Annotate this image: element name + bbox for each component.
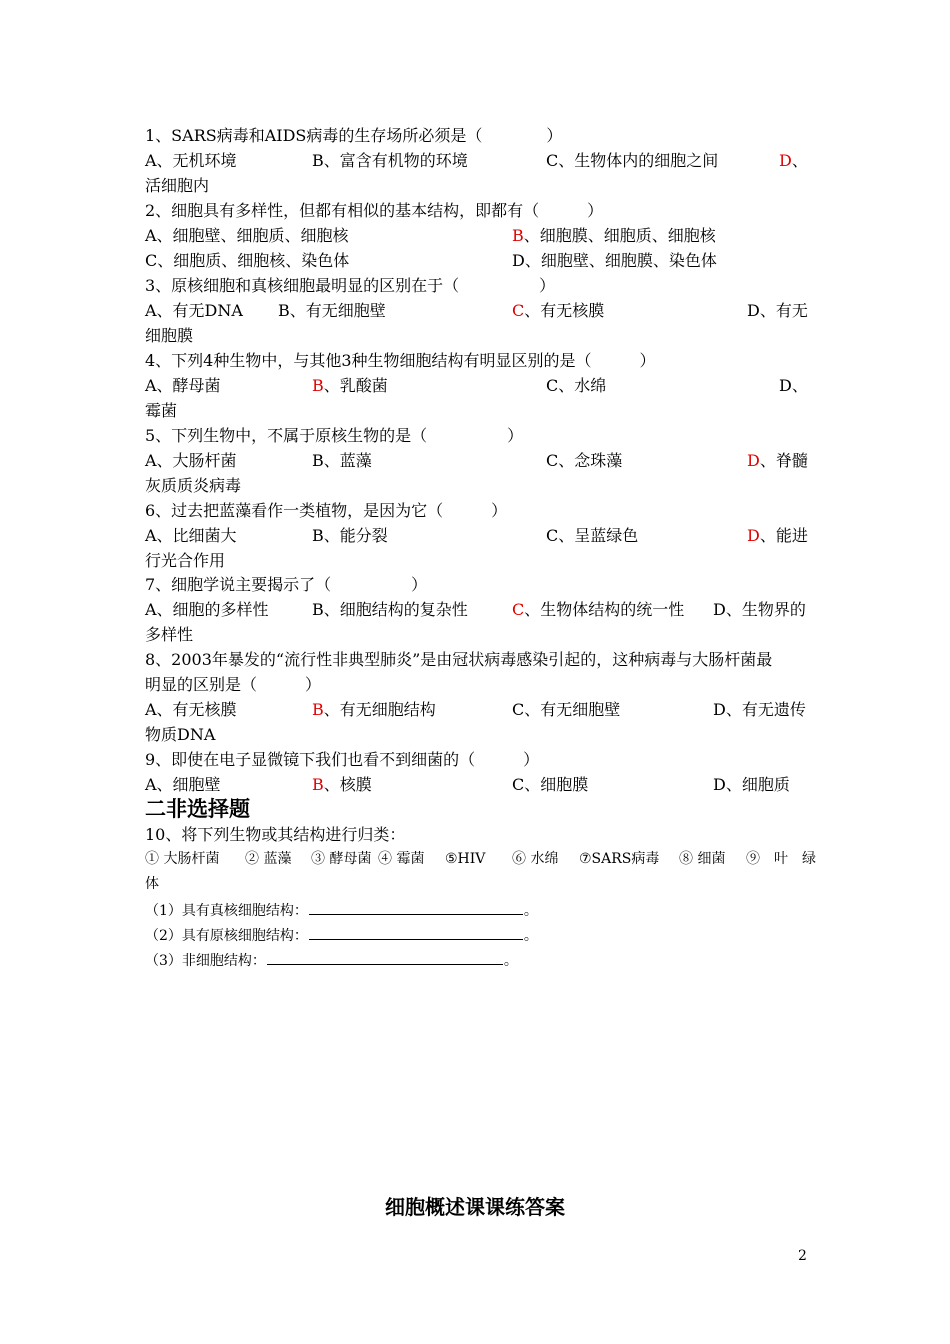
question-10-items-wrap: 体 [145,876,159,892]
sub-question-3: （3）非细胞结构： 。 [145,950,807,970]
page-number: 2 [798,1248,807,1264]
item-2: ② 蓝藻 [245,851,292,867]
option-a: A、大肠杆菌 [145,451,237,470]
option-c: C、水绵 [546,376,607,395]
option-b: B、乳酸菌 [312,376,388,395]
option-a: A、有无DNA [145,301,243,320]
item-7: ⑦SARS病毒 [579,851,660,867]
answer-blank-1[interactable] [309,900,523,915]
item-4: ④ 霉菌 [378,851,425,867]
option-d: D、细胞质 [713,775,790,794]
option-b: B、蓝藻 [312,451,372,470]
answer-letter: D [747,526,760,545]
answer-letter: B [312,775,324,794]
question-1-stem: 1、SARS病毒和AIDS病毒的生存场所必须是（ ） [145,126,563,145]
option-b: B、富含有机物的环境 [312,151,468,170]
option-d: D、有无 [747,301,808,320]
question-6-stem: 6、过去把蓝藻看作一类植物，是因为它（ ） [145,501,508,520]
answer-letter: D [779,151,792,170]
answer-letter: C [512,600,525,619]
item-1: ① 大肠杆菌 [145,851,220,867]
option-c: C、细胞膜 [512,775,589,794]
item-6: ⑥ 水绵 [512,851,559,867]
option-c: C、呈蓝绿色 [546,526,639,545]
option-b: B、细胞结构的复杂性 [312,600,468,619]
option-a: A、细胞壁 [145,775,221,794]
question-10-stem: 10、将下列生物或其结构进行归类： [145,825,406,844]
item-3: ③ 酵母菌 [311,851,372,867]
option-b: B、有无细胞壁 [278,301,386,320]
option-d: D、 [779,151,808,170]
option-b: B、能分裂 [312,526,388,545]
sub-question-2: （2）具有原核细胞结构： 。 [145,925,807,945]
answer-blank-3[interactable] [267,950,503,965]
question-4-wrap: 霉菌 [145,401,178,420]
answer-letter: B [312,376,324,395]
option-b: B、核膜 [312,775,372,794]
option-a: A、细胞壁、细胞质、细胞核 [145,226,349,245]
option-d: D、生物界的 [713,600,806,619]
option-a: A、无机环境 [145,151,237,170]
option-c: C、生物体结构的统一性 [512,600,685,619]
question-5-stem: 5、下列生物中，不属于原核生物的是（ ） [145,426,524,445]
option-d: D、 [779,376,808,395]
option-a: A、细胞的多样性 [145,600,269,619]
question-3-wrap: 细胞膜 [145,326,194,345]
question-8-stem-wrap: 明显的区别是（ ） [145,675,322,694]
question-1-wrap: 活细胞内 [145,176,210,195]
question-5-wrap: 灰质质炎病毒 [145,476,242,495]
question-6-wrap: 行光合作用 [145,551,226,570]
answer-letter: D [747,451,760,470]
question-9-stem: 9、即使在电子显微镜下我们也看不到细菌的（ ） [145,750,540,769]
item-5: ⑤HIV [445,851,486,867]
option-d: D、脊髓 [747,451,808,470]
answer-blank-2[interactable] [309,925,523,940]
option-a: A、有无核膜 [145,700,237,719]
option-a: A、比细菌大 [145,526,237,545]
option-c: C、生物体内的细胞之间 [546,151,719,170]
option-c: C、有无细胞壁 [512,700,621,719]
option-b: B、细胞膜、细胞质、细胞核 [512,226,716,245]
sub-question-1: （1）具有真核细胞结构： 。 [145,900,807,920]
option-c: C、念珠藻 [546,451,623,470]
answer-section-title: 细胞概述课课练答案 [385,1195,565,1219]
question-8-wrap: 物质DNA [145,725,216,744]
item-8: ⑧ 细菌 [679,851,726,867]
question-3-stem: 3、原核细胞和真核细胞最明显的区别在于（ ） [145,276,556,295]
answer-letter: B [312,700,324,719]
answer-letter: C [512,301,525,320]
question-7-stem: 7、细胞学说主要揭示了（ ） [145,575,428,594]
option-d: D、有无遗传 [713,700,806,719]
question-7-wrap: 多样性 [145,625,194,644]
question-2-stem: 2、细胞具有多样性，但都有相似的基本结构，即都有（ ） [145,201,604,220]
option-d: D、细胞壁、细胞膜、染色体 [512,251,717,270]
question-4-stem: 4、下列4种生物中，与其他3种生物细胞结构有明显区别的是（ ） [145,351,656,370]
option-a: A、酵母菌 [145,376,221,395]
option-c: C、细胞质、细胞核、染色体 [145,251,350,270]
answer-letter: B [512,226,524,245]
question-8-stem: 8、2003年暴发的“流行性非典型肺炎”是由冠状病毒感染引起的，这种病毒与大肠杆菌最 [145,650,773,669]
item-9: ⑨ 叶 绿 [746,851,816,867]
option-d: D、能进 [747,526,808,545]
section-title: 二非选择题 [145,796,250,821]
option-c: C、有无核膜 [512,301,605,320]
option-b: B、有无细胞结构 [312,700,436,719]
